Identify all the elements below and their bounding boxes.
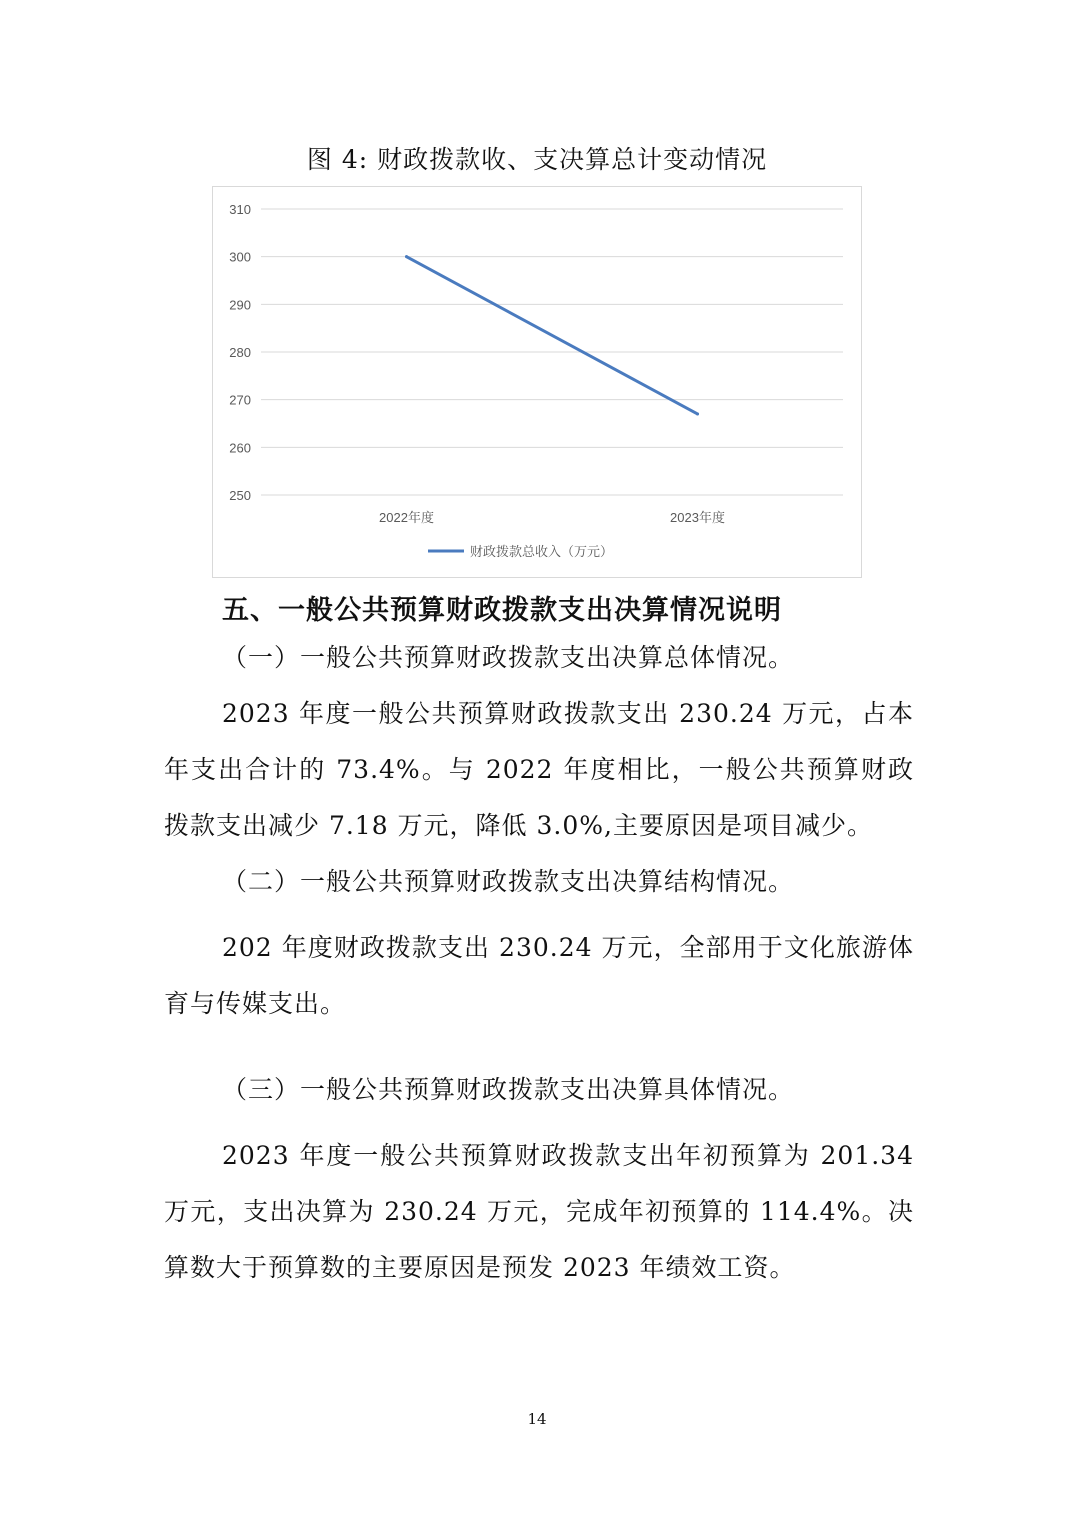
subheading-structure: （二）一般公共预算财政拨款支出决算结构情况。: [222, 867, 795, 896]
paragraph-detail: 2023 年度一般公共预算财政拨款支出年初预算为 201.34 万元，支出决算为 230.24 万元，完成年初预算的 114.4%。决算数大于预算数的主要原因是预发 2023 年绩效工资。: [164, 1141, 914, 1282]
subheading-detail: （三）一般公共预算财政拨款支出决算具体情况。: [222, 1075, 795, 1104]
y-tick-label: 290: [229, 297, 251, 313]
section-heading: 五、一般公共预算财政拨款支出决算情况说明: [222, 595, 782, 626]
line-chart: [212, 186, 862, 578]
paragraph-structure: 202 年度财政拨款支出 230.24 万元，全部用于文化旅游体育与传媒支出。: [164, 933, 914, 1018]
subheading-overall: （一）一般公共预算财政拨款支出决算总体情况。: [222, 643, 795, 672]
legend-label: 财政拨款总收入（万元）: [470, 544, 614, 559]
page-number: 14: [527, 1410, 547, 1428]
y-tick-label: 310: [229, 202, 251, 217]
y-tick-label: 260: [229, 440, 251, 456]
chart-svg: [213, 187, 863, 579]
y-tick-label: 250: [229, 488, 251, 503]
figure-caption: 图 4: 财政拨款收、支决算总计变动情况: [306, 145, 768, 174]
y-tick-label: 300: [229, 249, 251, 265]
paragraph-overall: 2023 年度一般公共预算财政拨款支出 230.24 万元，占本年支出合计的 73.4%。与 2022 年度相比，一般公共预算财政拨款支出减少 7.18 万元，降低 3.0%,主要原因是项目减少。: [164, 699, 914, 840]
x-tick-label: 2023年度: [670, 510, 725, 525]
data-point: [405, 255, 408, 258]
data-point: [696, 412, 699, 415]
y-tick-label: 280: [229, 345, 251, 360]
x-tick-label: 2022年度: [379, 510, 434, 525]
y-tick-label: 270: [229, 392, 251, 408]
series-line: [407, 257, 698, 414]
